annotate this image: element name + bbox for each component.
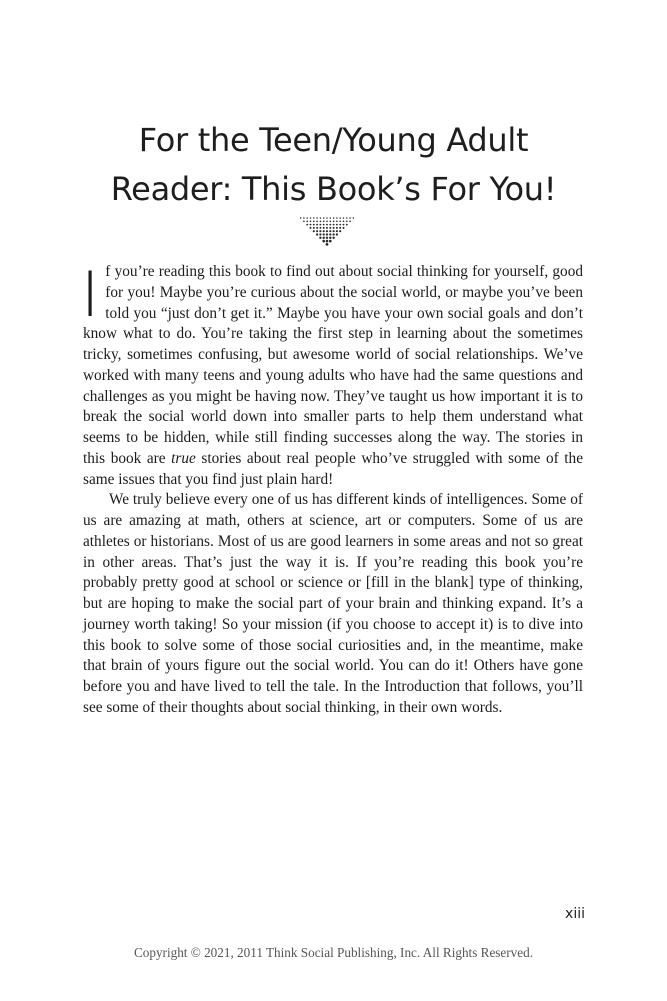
ornament-dot [336,220,338,222]
ornament-dot [336,224,338,226]
ornament-dot [323,227,325,229]
ornament-dot [326,243,329,246]
ornament-dot [343,217,345,219]
ornament-dot [329,233,331,235]
ornament-dot [336,233,338,235]
ornament-dot [329,224,331,226]
ornament-dot [339,220,341,222]
ornament-dot [319,233,321,235]
ornament-dot [320,217,322,219]
ornament-dot [339,224,341,226]
ornament-dot [346,217,348,219]
chapter-title-line-2: Reader: This Book’s For You! [110,170,557,208]
ornament-dot [329,237,331,239]
ornament-dot [333,227,335,229]
paragraph-1 [81,258,583,490]
ornament-dot [323,224,325,226]
ornament-dot [310,224,312,226]
ornament-dot [336,230,338,232]
ornament-dot [326,233,328,235]
ornament-dot [329,240,332,243]
ornament-dot [343,224,345,226]
dotted-triangle-ornament-icon [298,216,356,250]
ornament-dot [319,237,321,239]
ornament-dot [310,220,312,222]
ornament-dot [316,224,318,226]
ornament-dot [333,224,335,226]
ornament-dot [333,217,335,219]
ornament-dot [316,230,318,232]
ornament-dot [326,230,328,232]
ornament-dot [349,217,351,219]
ornament-dot [306,217,308,219]
ornament-dot [346,220,348,222]
ornament-dot [333,220,335,222]
ornament-dot [349,220,351,222]
ornament-dot [332,237,334,239]
ornament-dot [343,227,345,229]
ornament-dot [323,230,325,232]
paragraph-1-text-end: stories about real people who’ve struggled with some of the same issues that you find just plain hard! [83,449,583,488]
ornament-dot [303,217,305,219]
ornament-dot [329,230,331,232]
ornament-dot [313,217,315,219]
ornament-dot [319,224,321,226]
ornament-dot [306,220,308,222]
ornament-dot [339,227,341,229]
ornament-dot [353,217,355,219]
paragraph-1-text-start: f you’re reading this book to find out about social thinking for yourself, good for you! Maybe you’re curious about the social world, or maybe you’ve been told you “just don’t get it.” Maybe you have your own social goals and don’t know what to do. You’re taking the first step in learning about the sometimes tricky, sometimes confusing, but awesome world of social relationships. We’ve worked with many teens and young adults who have had the same questions and challenges as you might be having now. They’ve taught us how important it is to break the social world down into smaller parts to help them understand what seems to be hidden, while still finding successes along the way. The stories in this book are [83,263,583,467]
ornament-dot [326,237,328,239]
page-number: xiii [565,906,585,922]
ornament-dot [326,227,328,229]
chapter-title-line-1: For the Teen/Young Adult [138,121,529,159]
ornament-dot [346,224,348,226]
ornament-dot [336,227,338,229]
ornament-dot [320,220,322,222]
ornament-dot [326,224,328,226]
ornament-dot [303,220,305,222]
ornament-dot [336,217,338,219]
ornament-dot [333,230,335,232]
ornament-dot [316,233,318,235]
ornament-dot [323,220,325,222]
drop-cap: I [81,258,100,331]
ornament-dot [319,230,321,232]
emphasis-true: true [171,449,196,467]
ornament-dot [339,217,341,219]
ornament-dot [313,224,315,226]
ornament-dot [329,220,331,222]
ornament-dot [316,227,318,229]
ornament-dot [322,237,324,239]
ornament-dot [322,240,325,243]
chapter-title [60,116,607,214]
body-text [81,258,583,719]
ornament-dot [339,230,341,232]
ornament-dot [330,217,332,219]
ornament-dot [323,233,325,235]
ornament-dot [300,217,302,219]
copyright-footer: Copyright © 2021, 2011 Think Social Publishing, Inc. All Rights Reserved. [133,945,534,960]
ornament-dot [319,227,321,229]
ornament-dot [313,227,315,229]
ornament-dot [310,227,312,229]
ornament-dot [326,220,328,222]
ornament-dot [329,227,331,229]
ornament-dot [313,230,315,232]
ornament-dot [332,233,334,235]
ornament-dot [316,220,318,222]
paragraph-2: We truly believe every one of us has different kinds of intelligences. Some of us are amazing at math, others at science, art or computers. Some of us are athletes or historians. Most of us are good learners in some areas and not so great in other areas. That’s just the way it is. If you’re reading this book you’re probably pretty good at school or science or [fill in the blank] type of thinking, but are hoping to make the social part of your brain and thinking expand. It’s a journey worth taking! So your mission (if you choose to accept it) is to dive into this book to solve some of those social curiosities and, in the meantime, make that brain of yours figure out the social world. You can do it! Others have gone before you and have lived to tell the tale. In the Introduction that follows, you’ll see some of their thoughts about social thinking, in their own words. [83,491,583,716]
ornament-dot [310,217,312,219]
ornament-dot [343,220,345,222]
ornament-dot [326,240,329,243]
ornament-dot [323,217,325,219]
ornament-dot [313,220,315,222]
ornament-dot [316,217,318,219]
ornament-dot [326,217,328,219]
ornament-dot [306,224,308,226]
